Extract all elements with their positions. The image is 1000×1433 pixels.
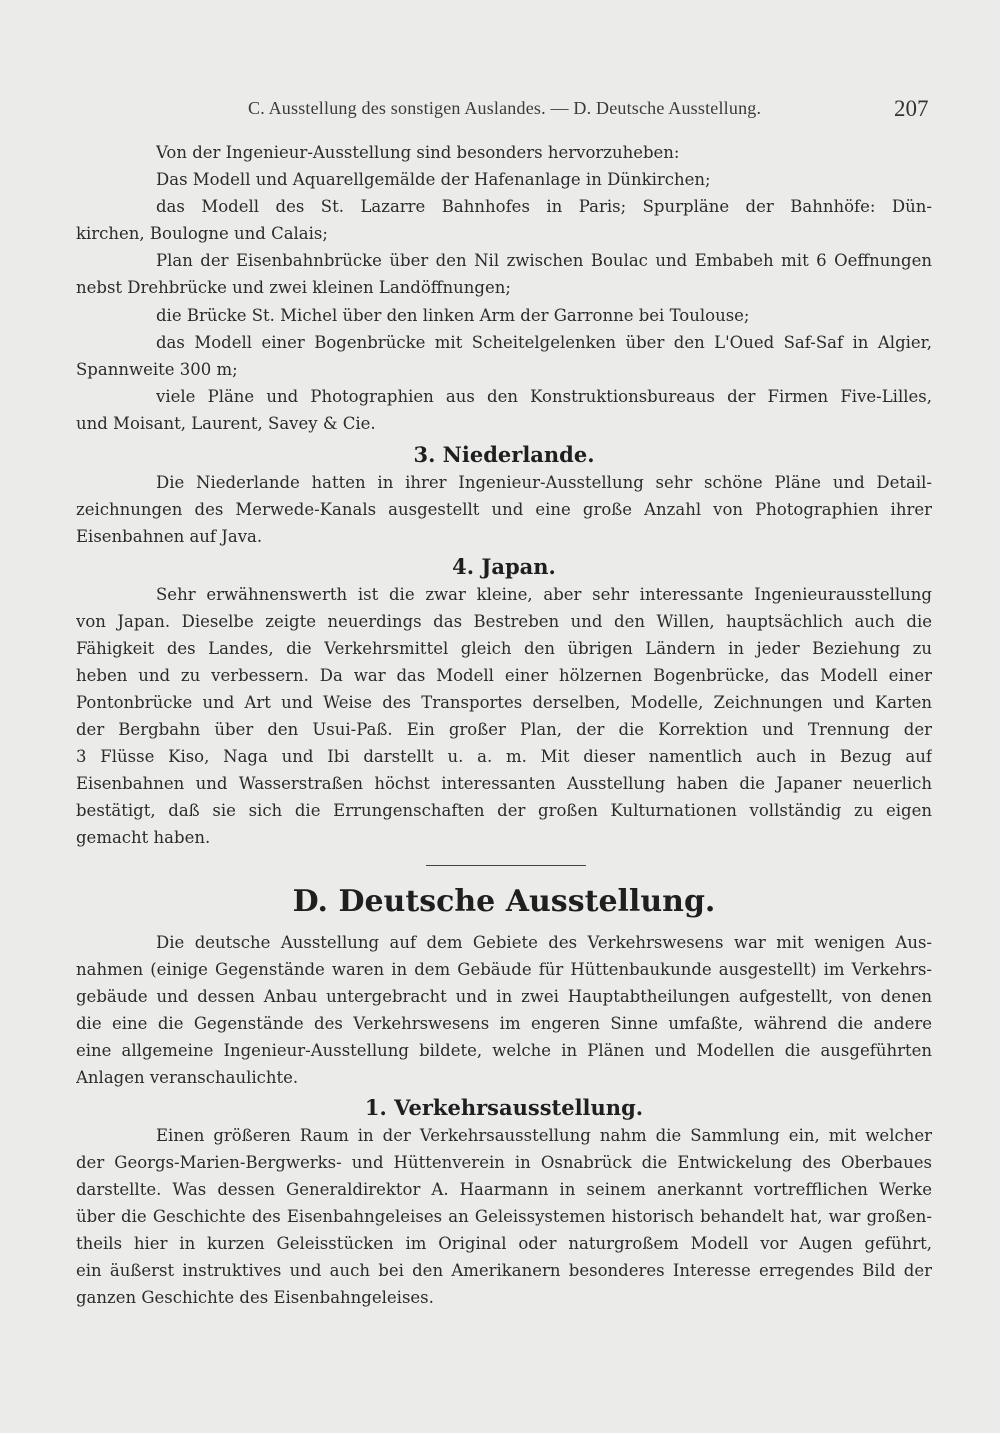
text-line: die eine die Gegenstände des Verkehrswesens im engeren Sinne umfaßte, während die andere xyxy=(76,1014,932,1033)
text-line: Eisenbahnen auf Java. xyxy=(76,527,263,546)
text-line: gemacht haben. xyxy=(76,828,211,847)
text-line: Die Niederlande hatten in ihrer Ingenieur-Ausstellung sehr schöne Pläne und Detail- xyxy=(156,473,932,492)
text-line: und Moisant, Laurent, Savey & Cie. xyxy=(76,414,376,433)
text-line: Von der Ingenieur-Ausstellung sind besonders hervorzuheben: xyxy=(156,143,680,162)
text-line: das Modell einer Bogenbrücke mit Scheitelgelenken über den L'Oued Saf-Saf in Algier, xyxy=(156,333,932,352)
text-line: nahmen (einige Gegenstände waren in dem Gebäude für Hüttenbaukunde ausgestellt) im Verkehrs- xyxy=(76,960,932,979)
text-line: über die Geschichte des Eisenbahngeleises an Geleissystemen historisch behandelt hat, war großen- xyxy=(76,1207,932,1226)
text-line: Pontonbrücke und Art und Weise des Transportes derselben, Modelle, Zeichnungen und Karten xyxy=(76,693,932,712)
text-line: 3 Flüsse Kiso, Naga und Ibi darstellt u. a. m. Mit dieser namentlich auch in Bezug auf xyxy=(76,747,932,766)
subsection-heading: 4. Japan. xyxy=(452,554,556,579)
text-line: der Georgs-Marien-Bergwerks- und Hüttenverein in Osnabrück die Entwickelung des Oberbaues xyxy=(76,1153,932,1172)
subsection-heading: 3. Niederlande. xyxy=(413,442,595,467)
text-line: bestätigt, daß sie sich die Errungenschaften der großen Kulturnationen vollständig zu eigen xyxy=(76,801,932,820)
text-line: zeichnungen des Merwede-Kanals ausgestellt und eine große Anzahl von Photographien ihrer xyxy=(76,500,932,519)
text-line: nebst Drehbrücke und zwei kleinen Landöffnungen; xyxy=(76,278,511,297)
text-line: das Modell des St. Lazarre Bahnhofes in Paris; Spurpläne der Bahnhöfe: Dün- xyxy=(156,197,932,216)
text-line: eine allgemeine Ingenieur-Ausstellung bildete, welche in Plänen und Modellen die ausgeführten xyxy=(76,1041,932,1060)
text-line: ganzen Geschichte des Eisenbahngeleises. xyxy=(76,1288,434,1307)
text-line: gebäude und dessen Anbau untergebracht und in zwei Hauptabtheilungen aufgestellt, von denen xyxy=(76,987,932,1006)
section-divider xyxy=(426,865,586,866)
section-heading: D. Deutsche Ausstellung. xyxy=(292,884,716,919)
subsection-heading: 1. Verkehrsausstellung. xyxy=(364,1095,644,1120)
text-line: Das Modell und Aquarellgemälde der Hafenanlage in Dünkirchen; xyxy=(156,170,711,189)
text-line: Eisenbahnen und Wasserstraßen höchst interessanten Ausstellung haben die Japaner neuerlich xyxy=(76,774,932,793)
text-line: der Bergbahn über den Usui-Paß. Ein großer Plan, der die Korrektion und Trennung der xyxy=(76,720,932,739)
text-line: Die deutsche Ausstellung auf dem Gebiete des Verkehrswesens war mit wenigen Aus- xyxy=(156,933,932,952)
text-line: Anlagen veranschaulichte. xyxy=(76,1068,299,1087)
text-line: von Japan. Dieselbe zeigte neuerdings das Bestreben und den Willen, hauptsächlich auch die xyxy=(76,612,932,631)
text-line: ein äußerst instruktives und auch bei den Amerikanern besonderes Interesse erregendes Bild der xyxy=(76,1261,932,1280)
running-title: C. Ausstellung des sonstigen Auslandes. — D. Deutsche Ausstellung. xyxy=(248,98,762,118)
text-line: Einen größeren Raum in der Verkehrsausstellung nahm die Sammlung ein, mit welcher xyxy=(156,1126,932,1145)
page-number: 207 xyxy=(894,96,929,121)
text-line: Fähigkeit des Landes, die Verkehrsmittel gleich den übrigen Ländern in jeder Beziehung zu xyxy=(76,639,932,658)
text-line: viele Pläne und Photographien aus den Konstruktionsbureaus der Firmen Five-Lilles, xyxy=(156,387,932,406)
text-line: Sehr erwähnenswerth ist die zwar kleine, aber sehr interessante Ingenieurausstellung xyxy=(156,585,932,604)
text-line: Plan der Eisenbahnbrücke über den Nil zwischen Boulac und Embabeh mit 6 Oeffnungen xyxy=(156,251,932,270)
text-line: kirchen, Boulogne und Calais; xyxy=(76,224,328,243)
text-line: heben und zu verbessern. Da war das Modell einer hölzernen Bogenbrücke, das Modell einer xyxy=(76,666,932,685)
text-line: darstellte. Was dessen Generaldirektor A. Haarmann in seinem anerkannt vortrefflichen Werke xyxy=(76,1180,932,1199)
text-line: theils hier in kurzen Geleisstücken im Original oder naturgroßem Modell vor Augen geführt, xyxy=(76,1234,932,1253)
text-line: die Brücke St. Michel über den linken Arm der Garronne bei Toulouse; xyxy=(156,306,750,325)
text-line: Spannweite 300 m; xyxy=(76,360,238,379)
running-head xyxy=(0,96,1000,126)
